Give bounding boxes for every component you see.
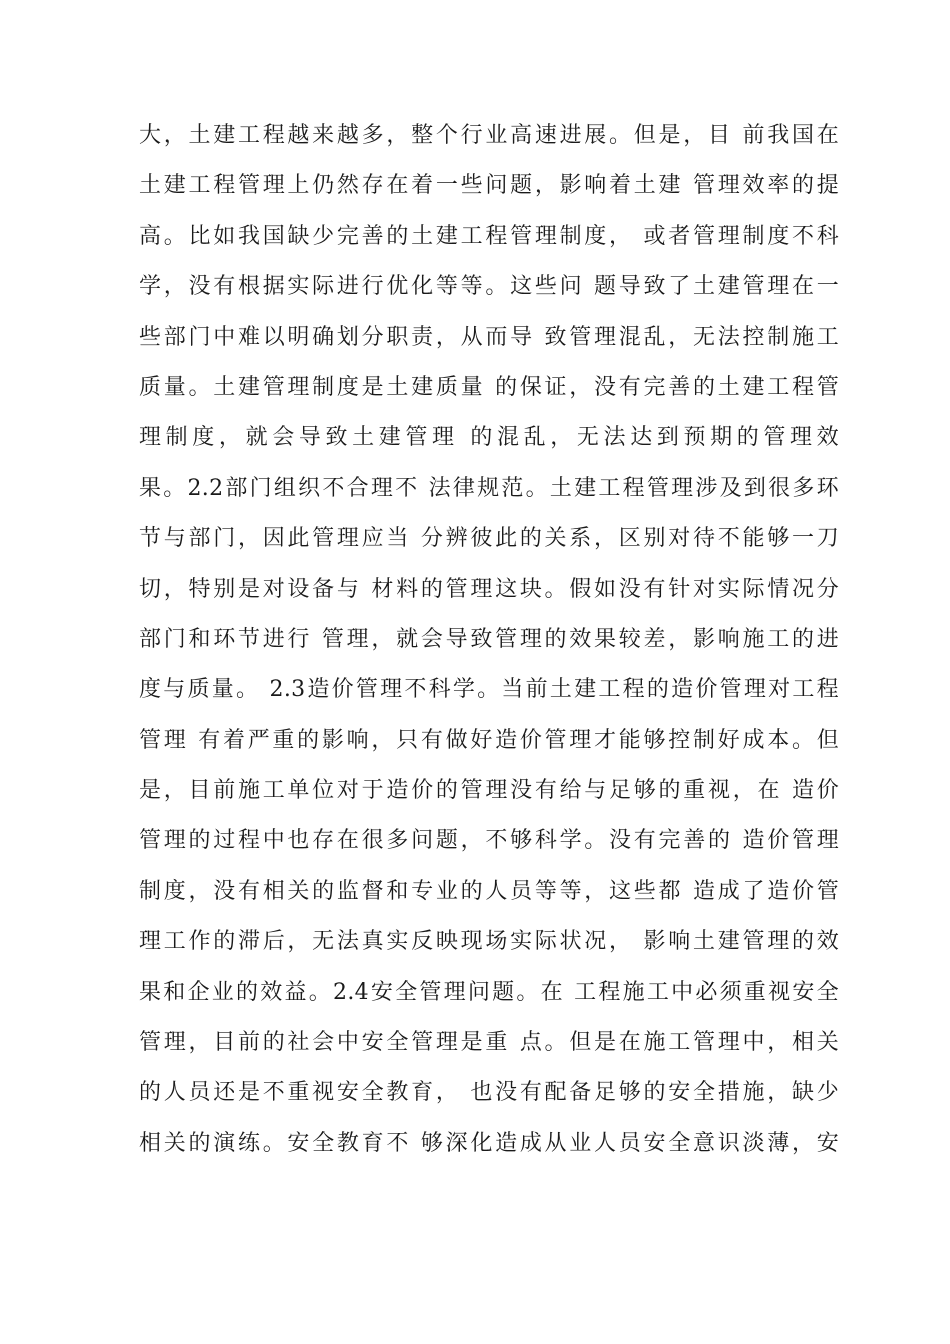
text-line: 节与部门，因此管理应当 分辨彼此的关系，区别对待不能够一刀 <box>139 526 839 552</box>
body-text <box>139 111 839 1169</box>
text-line: 管理，目前的社会中安全管理是重 点。但是在施工管理中，相关 <box>139 1030 839 1056</box>
text-line: 制度，没有相关的监督和专业的人员等等，这些都 造成了造价管 <box>139 878 839 904</box>
text-line: 理制度，就会导致土建管理 的混乱，无法达到预期的管理效 <box>139 425 839 451</box>
text-line: 理工作的滞后，无法真实反映现场实际状况， 影响土建管理的效 <box>139 929 839 955</box>
text-line: 大，土建工程越来越多，整个行业高速进展。但是，目 前我国在 <box>139 123 839 148</box>
text-line: 是，目前施工单位对于造价的管理没有给与足够的重视，在 造价 <box>139 778 839 804</box>
text-line: 果。2.2部门组织不合理不 法律规范。土建工程管理涉及到很多环 <box>139 475 839 501</box>
text-line: 相关的演练。安全教育不 够深化造成从业人员安全意识淡薄，安 <box>139 1130 839 1156</box>
text-line: 果和企业的效益。2.4安全管理问题。在 工程施工中必须重视安全 <box>139 979 839 1005</box>
text-line: 的人员还是不重视安全教育， 也没有配备足够的安全措施，缺少 <box>139 1080 839 1106</box>
text-line: 切，特别是对设备与 材料的管理这块。假如没有针对实际情况分 <box>139 576 839 602</box>
text-line: 土建工程管理上仍然存在着一些问题，影响着土建 管理效率的提 <box>139 173 839 199</box>
text-line: 部门和环节进行 管理，就会导致管理的效果较差，影响施工的进 <box>139 626 839 652</box>
text-line: 高。比如我国缺少完善的土建工程管理制度， 或者管理制度不科 <box>139 223 839 249</box>
text-line: 管理 有着严重的影响，只有做好造价管理才能够控制好成本。但 <box>139 727 839 753</box>
text-line: 度与质量。 2.3造价管理不科学。当前土建工程的造价管理对工程 <box>139 677 839 703</box>
text-line: 管理的过程中也存在很多问题，不够科学。没有完善的 造价管理 <box>139 828 839 854</box>
text-line: 质量。土建管理制度是土建质量 的保证，没有完善的土建工程管 <box>139 374 839 400</box>
text-line: 学，没有根据实际进行优化等等。这些问 题导致了土建管理在一 <box>139 274 839 300</box>
text-line: 些部门中难以明确划分职责，从而导 致管理混乱，无法控制施工 <box>139 324 839 350</box>
